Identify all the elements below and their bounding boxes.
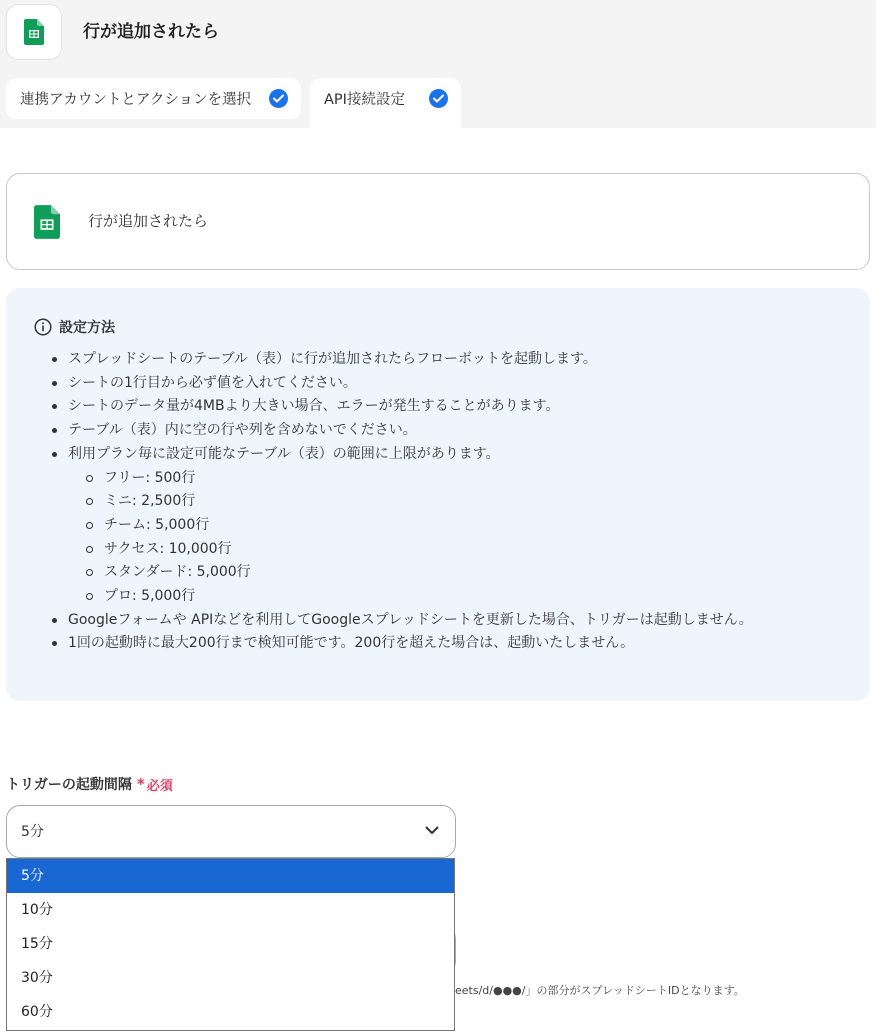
tab-label: 連携アカウントとアクションを選択 <box>20 92 252 108</box>
google-sheets-icon <box>34 205 60 239</box>
field-label-text: トリガーの起動間隔 <box>6 777 132 793</box>
plan-list-item: フリー: 500行 <box>68 467 753 491</box>
select-value: 5分 <box>21 824 44 840</box>
chevron-down-icon <box>425 826 439 835</box>
info-list <box>68 348 753 656</box>
info-heading-text: 設定方法 <box>59 320 115 336</box>
trigger-card <box>6 173 870 270</box>
plan-list-item: プロ: 5,000行 <box>68 585 753 609</box>
info-icon <box>34 318 52 336</box>
list-item: テーブル（表）内に空の行や列を含めないでください。 <box>68 419 753 443</box>
header-bar <box>0 0 876 128</box>
list-item: シートの1行目から必ず値を入れてください。 <box>68 372 753 396</box>
check-circle-icon <box>429 89 448 108</box>
dropdown-option[interactable]: 10分 <box>21 902 53 918</box>
list-item: シートのデータ量が4MBより大きい場合、エラーが発生することがあります。 <box>68 395 753 419</box>
app-icon <box>6 4 62 60</box>
plan-list-item: サクセス: 10,000行 <box>68 538 753 562</box>
tab-label: API接続設定 <box>324 92 405 108</box>
tab-api-settings[interactable] <box>310 78 461 128</box>
dropdown-option[interactable]: 15分 <box>21 936 53 952</box>
plan-list-item: チーム: 5,000行 <box>68 514 753 538</box>
trigger-interval-select[interactable] <box>6 805 456 858</box>
required-badge: 必須 <box>146 778 173 794</box>
list-item: スプレッドシートのテーブル（表）に行が追加されたらフローボットを起動します。 <box>68 348 753 372</box>
tab-account-action[interactable] <box>6 78 301 119</box>
trigger-title: 行が追加されたら <box>88 212 209 230</box>
plan-list-item: スタンダード: 5,000行 <box>68 561 753 585</box>
list-item: 1回の起動時に最大200行まで検知可能です。200行を超えた場合は、起動いたしません。 <box>68 632 753 656</box>
dropdown-option[interactable]: 5分 <box>7 859 454 893</box>
interval-dropdown[interactable] <box>6 858 455 1031</box>
info-box <box>6 288 870 701</box>
info-heading <box>34 317 115 337</box>
check-circle-icon <box>269 89 288 108</box>
page-title: 行が追加されたら <box>83 22 219 42</box>
list-item: 利用プラン毎に設定可能なテーブル（表）の範囲に上限があります。 <box>68 443 753 467</box>
dropdown-option[interactable]: 30分 <box>21 970 53 986</box>
plan-list-item: ミニ: 2,500行 <box>68 490 753 514</box>
dropdown-option[interactable]: 60分 <box>21 1004 53 1020</box>
spreadsheet-id-help: eets/d/●●●/」の部分がスプレッドシートIDとなります。 <box>455 984 745 997</box>
google-sheets-icon <box>24 19 44 45</box>
required-star: * <box>136 775 145 793</box>
trigger-interval-label <box>6 774 173 794</box>
list-item: Googleフォームや APIなどを利用してGoogleスプレッドシートを更新した場合、トリガーは起動しません。 <box>68 609 753 633</box>
